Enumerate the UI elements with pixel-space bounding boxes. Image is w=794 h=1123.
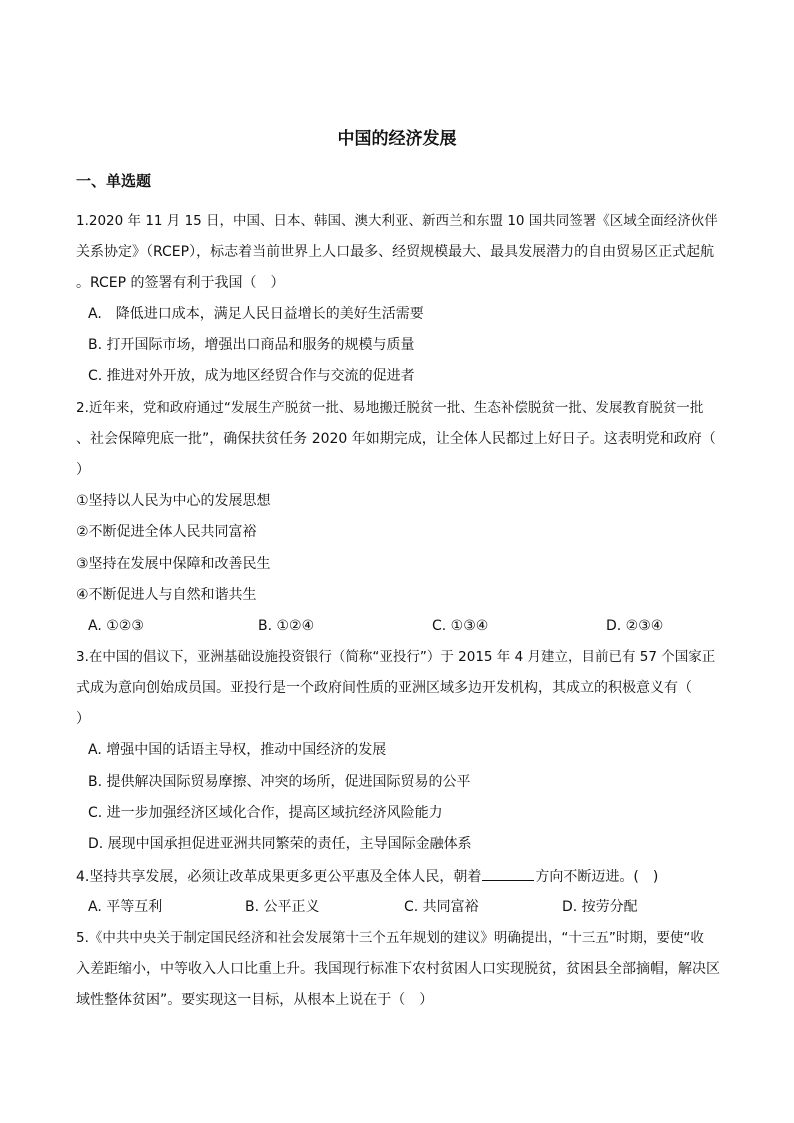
- q3-line-3: ）: [76, 711, 90, 727]
- q2-line-1: 2.近年来，党和政府通过“发展生产脱贫一批、易地搬迁脱贫一批、生态补偿脱贫一批、发展教育脱贫一批: [76, 400, 704, 416]
- q4-text-before: 4.坚持共享发展，必须让改革成果更多更公平惠及全体人民，朝着: [76, 869, 482, 885]
- q5-line-1: 5.《中共中央关于制定国民经济和社会发展第十三个五年规划的建议》明确提出，“十三五”时期，要使“收: [76, 930, 704, 946]
- page-title: 中国的经济发展: [337, 129, 457, 149]
- q1-option-a[interactable]: A. 降低进口成本，满足人民日益增长的美好生活需要: [88, 306, 424, 322]
- q1-option-b[interactable]: B. 打开国际市场，增强出口商品和服务的规模与质量: [88, 337, 415, 353]
- q2-option-b[interactable]: B. ①②④: [258, 618, 315, 634]
- q4-option-a[interactable]: A. 平等互利: [88, 899, 163, 915]
- q3-option-a[interactable]: A. 增强中国的话语主导权，推动中国经济的发展: [88, 742, 387, 758]
- q4-line: [76, 867, 726, 886]
- q5-line-3: 域性整体贫困”。要实现这一目标，从根本上说在于（ ）: [76, 992, 434, 1008]
- q1-line-3: 。RCEP 的签署有利于我国（ ）: [76, 275, 285, 291]
- q1-line-1: 1.2020 年 11 月 15 日，中国、日本、韩国、澳大利亚、新西兰和东盟 10 国共同签署《区域全面经济伙伴: [76, 213, 718, 229]
- q3-line-1: 3.在中国的倡议下，亚洲基础设施投资银行（简称“亚投行”）于 2015 年 4 月建立，目前已有 57 个国家正: [76, 649, 716, 665]
- q4-blank: [482, 867, 534, 881]
- q4-text-after: 方向不断迈进。( ): [535, 869, 659, 885]
- q2-item-1: ①坚持以人民为中心的发展思想: [76, 493, 271, 509]
- q1-option-c[interactable]: C. 推进对外开放，成为地区经贸合作与交流的促进者: [88, 368, 415, 384]
- q4-option-c[interactable]: C. 共同富裕: [404, 899, 479, 915]
- q1-line-2: 关系协定》（RCEP），标志着当前世界上人口最多、经贸规模最大、最具发展潜力的自由贸易区正式起航: [76, 244, 715, 260]
- q2-option-c[interactable]: C. ①③④: [432, 618, 489, 634]
- q3-option-c[interactable]: C. 进一步加强经济区域化合作，提高区域抗经济风险能力: [88, 805, 443, 821]
- q2-line-2: 、社会保障兜底一批”，确保扶贫任务 2020 年如期完成，让全体人民都过上好日子。这表明党和政府（: [76, 431, 716, 447]
- q2-option-d[interactable]: D. ②③④: [606, 618, 664, 634]
- q3-option-b[interactable]: B. 提供解决国际贸易摩擦、冲突的场所，促进国际贸易的公平: [88, 774, 471, 790]
- q2-item-3: ③坚持在发展中保障和改善民生: [76, 556, 271, 572]
- q2-item-4: ④不断促进人与自然和谐共生: [76, 587, 257, 603]
- q2-line-3: ）: [76, 462, 90, 478]
- q3-option-d[interactable]: D. 展现中国承担促进亚洲共同繁荣的责任，主导国际金融体系: [88, 836, 472, 852]
- section-heading: 一、单选题: [76, 172, 152, 190]
- q2-item-2: ②不断促进全体人民共同富裕: [76, 524, 257, 540]
- q4-option-d[interactable]: D. 按劳分配: [562, 899, 638, 915]
- q3-line-2: 式成为意向创始成员国。亚投行是一个政府间性质的亚洲区域多边开发机构，其成立的积极意义有（: [76, 680, 692, 696]
- q2-option-a[interactable]: A. ①②③: [88, 618, 144, 634]
- q5-line-2: 入差距缩小，中等收入人口比重上升。我国现行标准下农村贫困人口实现脱贫，贫困县全部摘帽，解决区: [76, 961, 720, 977]
- q4-option-b[interactable]: B. 公平正义: [245, 899, 320, 915]
